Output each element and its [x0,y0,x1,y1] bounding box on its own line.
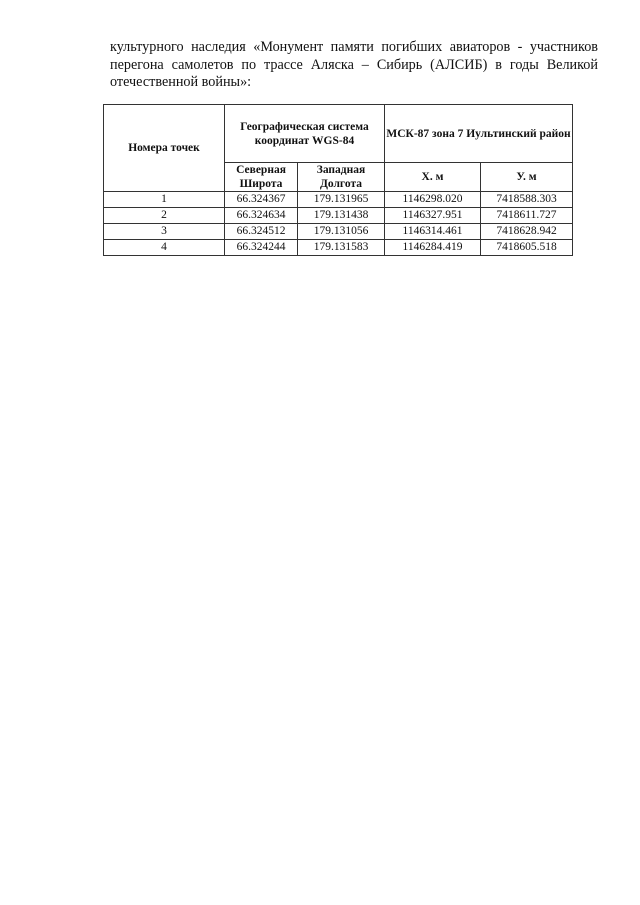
cell-longitude: 179.131056 [298,224,385,240]
table-row [104,208,573,224]
cell-longitude: 179.131583 [298,240,385,256]
intro-paragraph: культурного наследия «Монумент памяти погибших авиаторов - участников перегона самолетов по трассе Аляска – Сибирь (АЛСИБ) в годы Великой отечественной войны»: [110,39,598,90]
header-latitude: Северная Широта [225,163,298,192]
coordinates-table [103,104,573,256]
table-row [104,192,573,208]
header-longitude: Западная Долгота [298,163,385,192]
cell-x: 1146327.951 [385,208,481,224]
header-msk87-group: МСК-87 зона 7 Иультинский район [385,105,573,163]
cell-y: 7418605.518 [481,240,573,256]
cell-x: 1146314.461 [385,224,481,240]
cell-x: 1146284.419 [385,240,481,256]
cell-point: 2 [104,208,225,224]
cell-point: 4 [104,240,225,256]
cell-point: 1 [104,192,225,208]
cell-latitude: 66.324634 [225,208,298,224]
table-row [104,240,573,256]
cell-y: 7418588.303 [481,192,573,208]
cell-latitude: 66.324512 [225,224,298,240]
cell-point: 3 [104,224,225,240]
table-row [104,224,573,240]
header-point-numbers: Номера точек [104,105,225,192]
cell-y: 7418611.727 [481,208,573,224]
header-y-meters: У. м [481,163,573,192]
cell-latitude: 66.324244 [225,240,298,256]
cell-latitude: 66.324367 [225,192,298,208]
cell-x: 1146298.020 [385,192,481,208]
cell-longitude: 179.131438 [298,208,385,224]
cell-y: 7418628.942 [481,224,573,240]
header-wgs84-group: Географическая система координат WGS-84 [225,105,385,163]
header-x-meters: Х. м [385,163,481,192]
cell-longitude: 179.131965 [298,192,385,208]
